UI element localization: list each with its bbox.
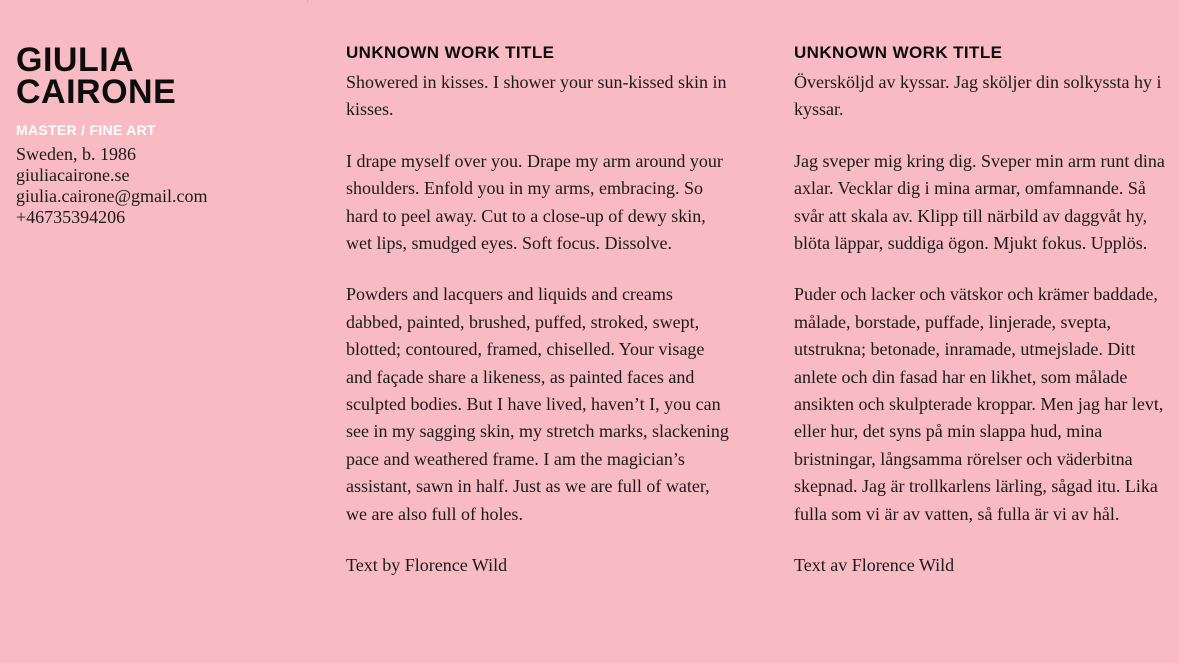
artist-origin: Sweden, b. 1986 (16, 144, 136, 164)
artist-first-name: GIULIA (16, 41, 135, 79)
artist-email: giulia.cairone@gmail.com (16, 186, 208, 206)
english-credit: Text by Florence Wild (346, 555, 508, 576)
swedish-text-column (794, 43, 1179, 579)
program-label: MASTER / FINE ART (16, 122, 156, 138)
artist-info (16, 41, 296, 228)
artist-website: giuliacairone.se (16, 165, 130, 185)
artist-name (16, 41, 296, 111)
swedish-credit: Text av Florence Wild (794, 555, 955, 576)
work-title-english: UNKNOWN WORK TITLE (346, 43, 555, 62)
top-divider (307, 0, 308, 3)
swedish-paragraph-3: Puder och lacker och vätskor och krämer baddade, målade, borstade, puffade, linjerade, svepta, utstrukna; betonade, inramade, utmejslade. Ditt anlete och din fasad har en likhet, som målade ansikten och skulpterade kroppar. Men jag har levt, eller hur, det syns på min slappa hud, mina bristningar, långsamma rörelser och väderbitna skepnad. Jag är trollkarlens lärling, sågad itu. Lika fulla som vi är av vatten, så fulla är vi av hål. (794, 284, 1164, 524)
work-title-swedish: UNKNOWN WORK TITLE (794, 43, 1003, 62)
english-text-column (346, 43, 731, 579)
swedish-paragraph-1: Översköljd av kyssar. Jag sköljer din solkyssta hy i kyssar. (794, 72, 1162, 120)
artist-phone: +46735394206 (16, 207, 126, 227)
swedish-paragraph-2: Jag sveper mig kring dig. Sveper min arm runt dina axlar. Vecklar dig i mina armar, omfamnande. Så svår att skala av. Klipp till närbild av daggvåt hy, blöta läppar, suddiga ögon. Mjukt fokus. Upplös. (794, 150, 1165, 254)
english-paragraph-2: I drape myself over you. Drape my arm around your shoulders. Enfold you in my arms, embracing. So hard to peel away. Cut to a close-up of dewy skin, wet lips, smudged eyes. Soft focus. Dissolve. (346, 150, 723, 254)
contact-block (16, 144, 296, 228)
english-paragraph-1: Showered in kisses. I shower your sun-kissed skin in kisses. (346, 72, 727, 120)
artist-last-name: CAIRONE (16, 73, 177, 111)
english-paragraph-3: Powders and lacquers and liquids and creams dabbed, painted, brushed, puffed, stroked, swept, blotted; contoured, framed, chiselled. Your visage and façade share a likeness, as painted faces and sculpted bodies. But I have lived, haven’t I, you can see in my sagging skin, my stretch marks, slackening pace and weathered frame. I am the magician’s assistant, sawn in half. Just as we are full of water, we are also full of holes. (346, 284, 729, 524)
